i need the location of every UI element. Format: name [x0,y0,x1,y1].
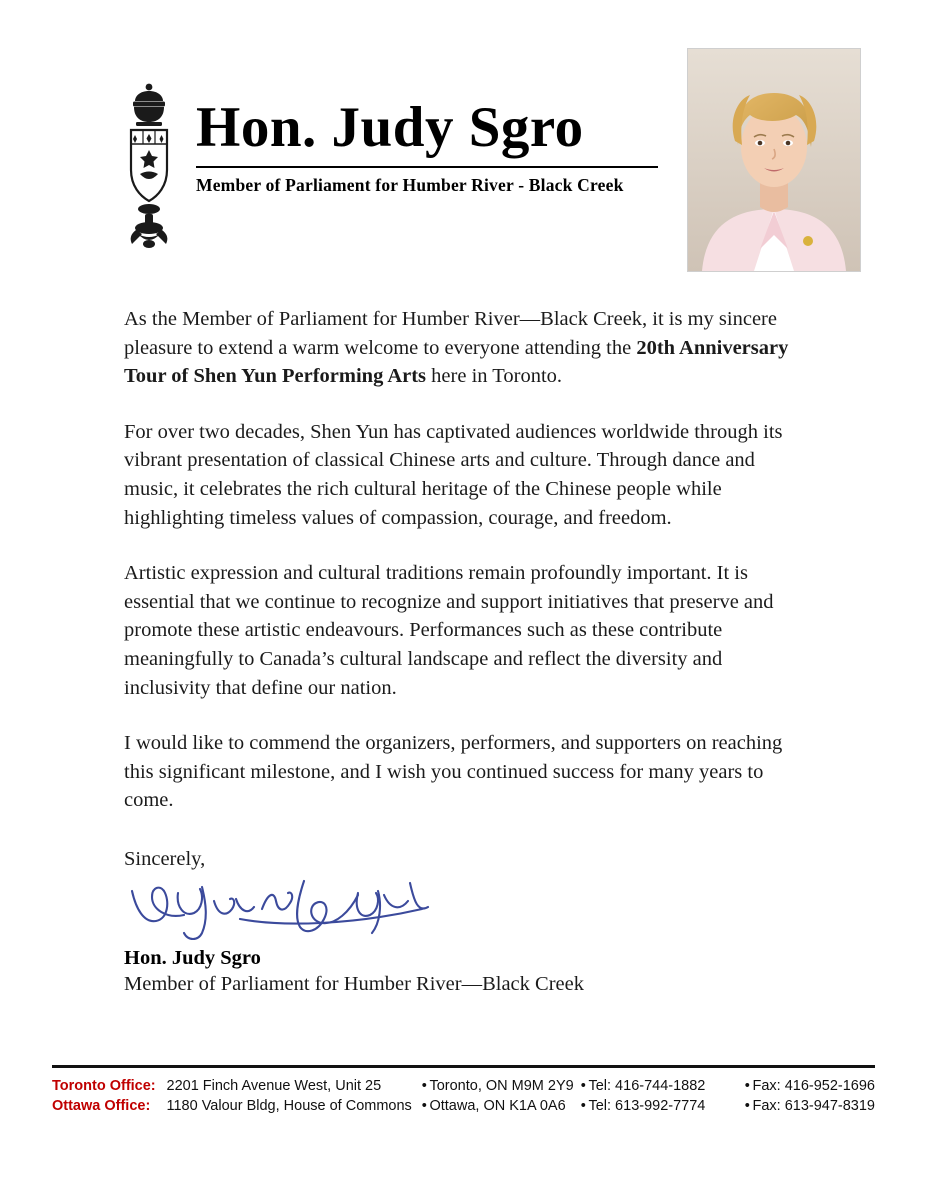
signer-name: Hon. Judy Sgro [124,947,261,969]
footer-office-address: 2201 Finch Avenue West, Unit 25 [166,1078,382,1094]
paragraph-2: For over two decades, Shen Yun has captivated audiences worldwide through its vibrant presentation of classical Chinese arts and culture. Through dance and music, it celebrates the rich cultural heritage of the Chinese people while highlighting timeless values of compassion, courage, and freedom. [124,420,783,529]
paragraph-text: As the Member of Parliament for Humber River—Black Creek, it is my sincere pleasure to extend a warm welcome to everyone attending the [124,308,777,359]
footer-office-tel: Tel: 613-992-7774 [588,1098,706,1114]
footer [52,1065,875,1116]
bullet-icon: • [580,1098,586,1114]
table-row [52,1076,875,1096]
bullet-icon: • [744,1098,750,1114]
table-row [52,1096,875,1116]
footer-contact-table [52,1076,875,1116]
footer-office-label: Ottawa Office: [52,1098,151,1114]
page-title: Hon. Judy Sgro [196,96,584,159]
closing-salutation: Sincerely, [124,848,206,870]
footer-office-address: 1180 Valour Bldg, House of Commons [166,1098,412,1114]
letterhead-title-block [196,98,666,196]
paragraph-emphasis: 20th Anniversary Tour of Shen Yun Performing Arts [124,336,789,388]
canadian-parliament-crest-icon [118,78,180,253]
footer-office-tel: Tel: 416-744-1882 [588,1078,706,1094]
letterhead [0,40,927,280]
footer-office-fax: Fax: 613-947-8319 [752,1098,875,1114]
paragraph-3: Artistic expression and cultural traditions remain profoundly important. It is essential that we continue to recognize and support initiatives that preserve and promote these artistic endeavours. Performances such as these contribute meaningfully to Canada’s cultural landscape and reflect the diversity and inclusivity that define our nation. [124,562,774,699]
avatar [687,48,861,272]
footer-divider [52,1065,875,1068]
letter-closing [124,845,794,998]
paragraph-1 [124,305,794,391]
bullet-icon: • [421,1098,427,1114]
footer-office-city: Ottawa, ON K1A 0A6 [429,1098,566,1114]
handwritten-signature-icon [122,875,442,945]
paragraph-4: I would like to commend the organizers, performers, and supporters on reaching this significant milestone, and I wish you continued success for many years to come. [124,732,783,812]
bullet-icon: • [744,1078,750,1094]
letterhead-subtitle: Member of Parliament for Humber River - Black Creek [196,174,624,195]
letter-body [124,305,794,842]
signer-role: Member of Parliament for Humber River—Black Creek [124,973,584,995]
footer-office-label: Toronto Office: [52,1078,156,1094]
bullet-icon: • [580,1078,586,1094]
paragraph-text-tail: here in Toronto. [426,365,563,388]
footer-office-city: Toronto, ON M9M 2Y9 [429,1078,574,1094]
bullet-icon: • [421,1078,427,1094]
footer-office-fax: Fax: 416-952-1696 [752,1078,875,1094]
title-divider [196,166,658,168]
